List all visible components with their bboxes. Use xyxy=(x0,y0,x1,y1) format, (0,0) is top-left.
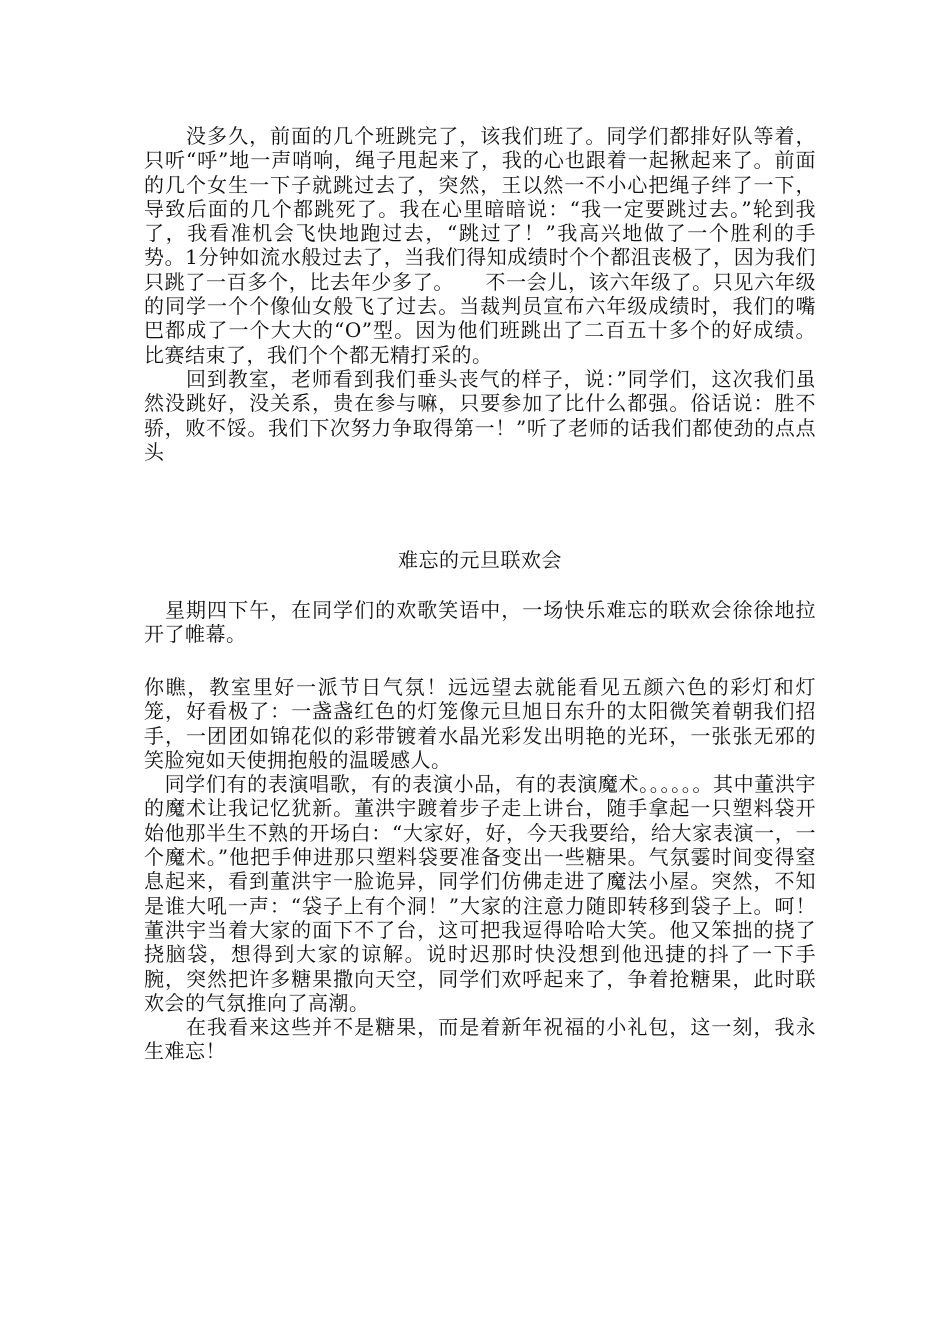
article-title: 难忘的元旦联欢会 xyxy=(398,548,562,572)
paragraph-magic-show: 同学们有的表演唱歌，有的表演小品，有的表演魔术。。。。。。其中董洪宇的魔术让我记忆犹新。董洪宇踱着步子走上讲台，随手拿起一只塑料袋开始他那半生不熟的开场白：“大家好，好，今天我要给，给大家表演一，一个魔术。”他把手伸进那只塑料袋要准备变出一些糖果。气氛霎时间变得窒息起来，看到董洪宇一脸诡异，同学们仿佛走进了魔法小屋。突然，不知是谁大吼一声：“袋子上有个洞！”大家的注意力随即转移到袋子上。呵！董洪宇当着大家的面下不了台，这可把我逗得哈哈大笑。他又笨拙的挠了挠脑袋，想得到大家的谅解。说时迟那时快没想到他迅捷的抖了一下手腕，突然把许多糖果撒向天空，同学们欢呼起来了，争着抢糖果，此时联欢会的气氛推向了高潮。 xyxy=(144,772,816,1015)
paragraph-opening: 星期四下午，在同学们的欢歌笑语中，一场快乐难忘的联欢会徐徐地拉开了帷幕。 xyxy=(144,598,816,647)
story-jump-rope xyxy=(144,124,816,464)
paragraph-conclusion: 在我看来这些并不是糖果，而是着新年祝福的小礼包，这一刻，我永生难忘！ xyxy=(144,1015,816,1064)
paragraph-classroom: 回到教室，老师看到我们垂头丧气的样子，说：”同学们，这次我们虽然没跳好，没关系，贵在参与嘛，只要参加了比什么都强。俗话说：胜不骄，败不馁。我们下次努力争取得第一！”听了老师的话我们都使劲的点点头 xyxy=(144,366,816,464)
story-new-year-party-intro xyxy=(144,598,816,647)
paragraph-decorations: 你瞧，教室里好一派节日气氛！远远望去就能看见五颜六色的彩灯和灯笼，好看极了：一盏盏红色的灯笼像元旦旭日东升的太阳微笑着朝我们招手，一团团如锦花似的彩带镀着水晶光彩发出明艳的光环，一张张无邪的笑脸宛如天使拥抱般的温暖感人。 xyxy=(144,675,816,772)
paragraph-competition: 没多久，前面的几个班跳完了，该我们班了。同学们都排好队等着，只听“呼”地一声哨响，绳子甩起来了，我的心也跟着一起揪起来了。前面的几个女生一下子就跳过去了，突然，王以然一不小心把绳子绊了一下，导致后面的几个都跳死了。我在心里暗暗说：“我一定要跳过去。”轮到我了，我看准机会飞快地跑过去，“跳过了！”我高兴地做了一个胜利的手势。1分钟如流水般过去了，当我们得知成绩时个个都沮丧极了，因为我们只跳了一百多个，比去年少多了。 不一会儿，该六年级了。只见六年级的同学一个个像仙女般飞了过去。当裁判员宣布六年级成绩时，我们的嘴巴都成了一个大大的“O”型。因为他们班跳出了二百五十多个的好成绩。比赛结束了，我们个个都无精打采的。 xyxy=(144,124,816,367)
story-new-year-party-body xyxy=(144,675,816,1064)
